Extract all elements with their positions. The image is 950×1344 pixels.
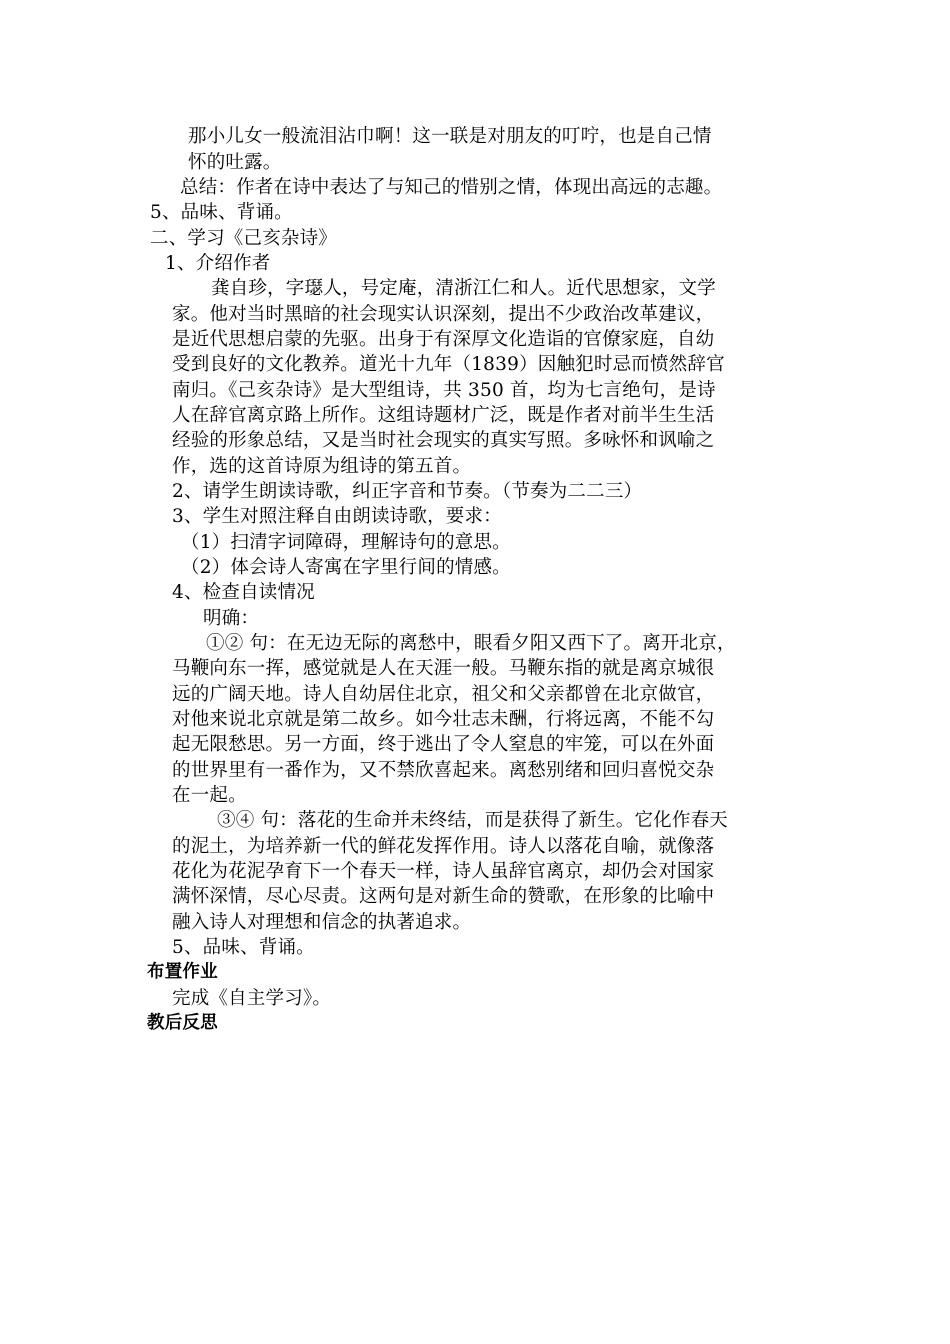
step-heading: 5、品味、背诵。	[172, 937, 315, 958]
text-line: 南归。《己亥杂诗》是大型组诗，共 350 首，均为七言绝句，是诗	[172, 380, 716, 401]
step-heading: 2、请学生朗读诗歌，纠正字音和节奏。（节奏为二二三）	[172, 481, 643, 502]
text-line: 的世界里有一番作为，又不禁欣喜起来。离愁别绪和回归喜悦交杂	[172, 760, 715, 781]
section-heading-homework: 布置作业	[147, 962, 218, 982]
step-heading: 5、品味、背诵。	[150, 202, 293, 223]
text-line: 龚自珍，字璱人，号定庵，清浙江仁和人。近代思想家，文学	[211, 278, 716, 299]
text-line: ①② 句：在无边无际的离愁中，眼看夕阳又西下了。离开北京，	[206, 633, 736, 654]
text-line: ③④ 句：落花的生命并未终结，而是获得了新生。它化作春天	[217, 810, 728, 831]
step-heading: 1、介绍作者	[165, 253, 271, 274]
text-line: 满怀深情，尽心尽责。这两句是对新生命的赞歌，在形象的比喻中	[172, 886, 715, 907]
text-line: 的泥土，为培养新一代的鲜花发挥作用。诗人以落花自喻，就像落	[172, 836, 715, 857]
text-line: 明确：	[203, 608, 260, 629]
text-line: 马鞭向东一挥，感觉就是人在天涯一般。马鞭东指的就是离京城很	[172, 658, 715, 679]
section-heading-reflection: 教后反思	[147, 1013, 218, 1033]
step-heading: 3、学生对照注释自由朗读诗歌，要求：	[172, 506, 502, 527]
text-line: 怀的吐露。	[188, 152, 282, 173]
text-line: 家。他对当时黑暗的社会现实认识深刻，提出不少政治改革建议，	[172, 304, 715, 325]
text-line: 远的广阔天地。诗人自幼居住北京，祖父和父亲都曾在北京做官，	[172, 684, 715, 705]
text-line: 经验的形象总结，又是当时社会现实的真实写照。多咏怀和讽喻之	[172, 430, 715, 451]
text-line: 在一起。	[172, 785, 247, 806]
text-line: 那小儿女一般流泪沾巾啊！这一联是对朋友的叮咛，也是自己情	[188, 126, 712, 147]
text-line: 起无限愁思。另一方面，终于逃出了令人窒息的牢笼，可以在外面	[172, 734, 715, 755]
step-heading: 4、检查自读情况	[172, 582, 315, 603]
text-line: 融入诗人对理想和信念的执著追求。	[172, 912, 472, 933]
text-line: 作，选的这首诗原为组诗的第五首。	[172, 456, 472, 477]
text-line: 花化为花泥孕育下一个春天一样，诗人虽辞官离京，却仍会对国家	[172, 861, 715, 882]
text-line: 是近代思想启蒙的先驱。出身于有深厚文化造诣的官僚家庭，自幼	[172, 329, 715, 350]
text-line: 受到良好的文化教养。道光十九年（1839）因触犯时忌而愤然辞官	[172, 354, 725, 375]
section-heading: 二、学习《己亥杂诗》	[150, 228, 338, 249]
text-line: 完成《自主学习》。	[172, 988, 332, 1009]
requirement-item: （2）体会诗人寄寓在字里行间的情感。	[181, 557, 511, 578]
text-line: 对他来说北京就是第二故乡。如今壮志未酬，行将远离，不能不勾	[172, 709, 715, 730]
requirement-item: （1）扫清字词障碍，理解诗句的意思。	[181, 532, 511, 553]
text-line: 人在辞官离京路上所作。这组诗题材广泛，既是作者对前半生生活	[172, 405, 715, 426]
summary-line: 总结：作者在诗中表达了与知己的惜别之情，体现出高远的志趣。	[180, 177, 723, 198]
